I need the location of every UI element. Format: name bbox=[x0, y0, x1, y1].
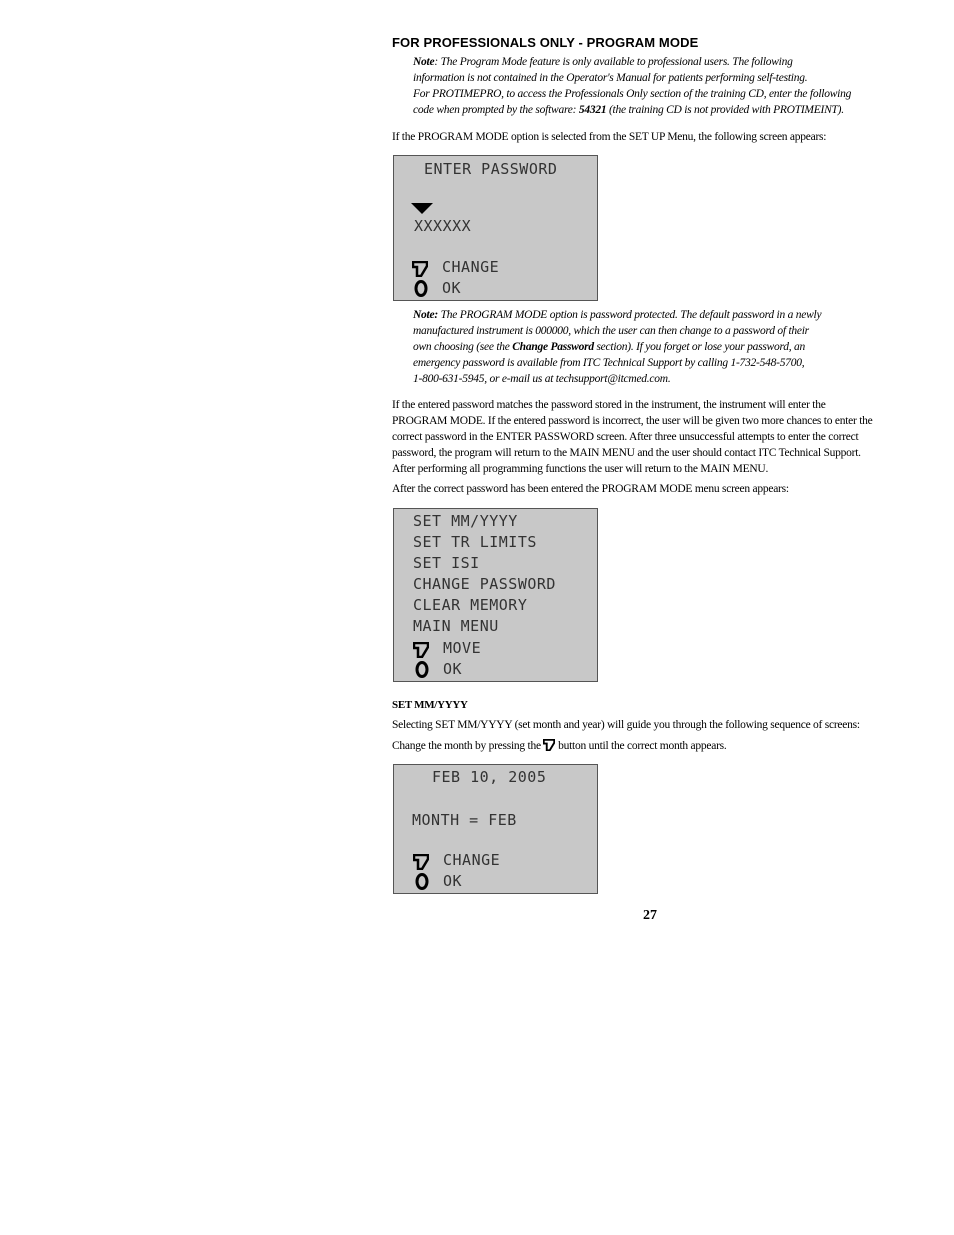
change-button-icon bbox=[413, 854, 429, 870]
para-password-match: If the entered password matches the password stored in the instrument, the instrument will enter the PROGRAM MODE. If the entered password is incorrect, the user will be given two more chances to enter the correct password in the ENTER PASSWORD screen. After three unsuccessful attempts to enter the correct password, the program will return to the MAIN MENU and the user should contact ITC Technical Support. After performing all programming functions the user will return to the MAIN MENU. bbox=[392, 399, 873, 475]
para-setup: If the PROGRAM MODE option is selected from the SET UP Menu, the following screen appears: bbox=[392, 131, 827, 143]
ok-button-icon bbox=[415, 873, 429, 890]
lcd-set-month-screen bbox=[393, 764, 598, 894]
menu-item-main-menu: MAIN MENU bbox=[413, 617, 499, 635]
ok-button-icon bbox=[414, 280, 428, 297]
training-code: 54321 bbox=[578, 104, 607, 116]
move-label: MOVE bbox=[443, 639, 482, 657]
password-value: XXXXXX bbox=[414, 217, 472, 235]
change-label: CHANGE bbox=[443, 851, 501, 869]
change-label: CHANGE bbox=[442, 258, 500, 276]
lcd-enter-password-screen bbox=[393, 155, 598, 301]
subheading-set-mm-yyyy: SET MM/YYYY bbox=[392, 699, 468, 711]
lcd-date: FEB 10, 2005 bbox=[432, 768, 547, 786]
cursor-triangle-icon bbox=[411, 203, 433, 214]
ok-label: OK bbox=[443, 872, 463, 890]
note-professional-mode: Note: The Program Mode feature is only available to professional users. The following information is not contained in the Operator's Manual for patients performing self-testing. For PROTIMEPRO, to access the Professionals Only section of the training CD, enter the following code when prompted by the software: 54321 (the training CD is not provided with PROTIMEINT). bbox=[413, 56, 852, 116]
menu-item-set-tr-limits: SET TR LIMITS bbox=[413, 533, 537, 551]
change-button-icon bbox=[543, 739, 555, 751]
note2-label: Note: bbox=[413, 309, 438, 321]
menu-item-change-password: CHANGE PASSWORD bbox=[413, 575, 556, 593]
note-password: Note: The PROGRAM MODE option is password protected. The default password in a newly manufactured instrument is 000000, which the user can then change to a password of their own choosing (see the Change Password section). If you forget or lose your password, an emergency password is available from ITC Technical Support by calling 1-732-548-5700, 1-800-631-5945, or e-mail us at techsupport@itcmed.com. bbox=[413, 309, 822, 385]
move-button-icon bbox=[413, 642, 429, 658]
lcd-program-menu-screen bbox=[393, 508, 598, 682]
para-change-month: Change the month by pressing the button until the correct month appears. bbox=[392, 740, 727, 752]
para-after-password: After the correct password has been entered the PROGRAM MODE menu screen appears: bbox=[392, 483, 789, 495]
page-number: 27 bbox=[643, 908, 657, 923]
menu-item-clear-memory: CLEAR MEMORY bbox=[413, 596, 528, 614]
change-password-ref: Change Password bbox=[512, 341, 594, 353]
ok-button-icon bbox=[415, 661, 429, 678]
section-heading: FOR PROFESSIONALS ONLY - PROGRAM MODE bbox=[392, 35, 699, 50]
ok-label: OK bbox=[443, 660, 463, 678]
lcd-title: ENTER PASSWORD bbox=[424, 160, 558, 178]
note-label: Note bbox=[413, 56, 435, 68]
menu-item-set-isi: SET ISI bbox=[413, 554, 480, 572]
menu-item-set-mm-yyyy: SET MM/YYYY bbox=[413, 512, 518, 530]
ok-label: OK bbox=[442, 279, 462, 297]
para-selecting: Selecting SET MM/YYYY (set month and year) will guide you through the following sequence of screens: bbox=[392, 719, 860, 731]
change-button-icon bbox=[412, 261, 428, 277]
lcd-month-value: MONTH = FEB bbox=[412, 811, 517, 829]
